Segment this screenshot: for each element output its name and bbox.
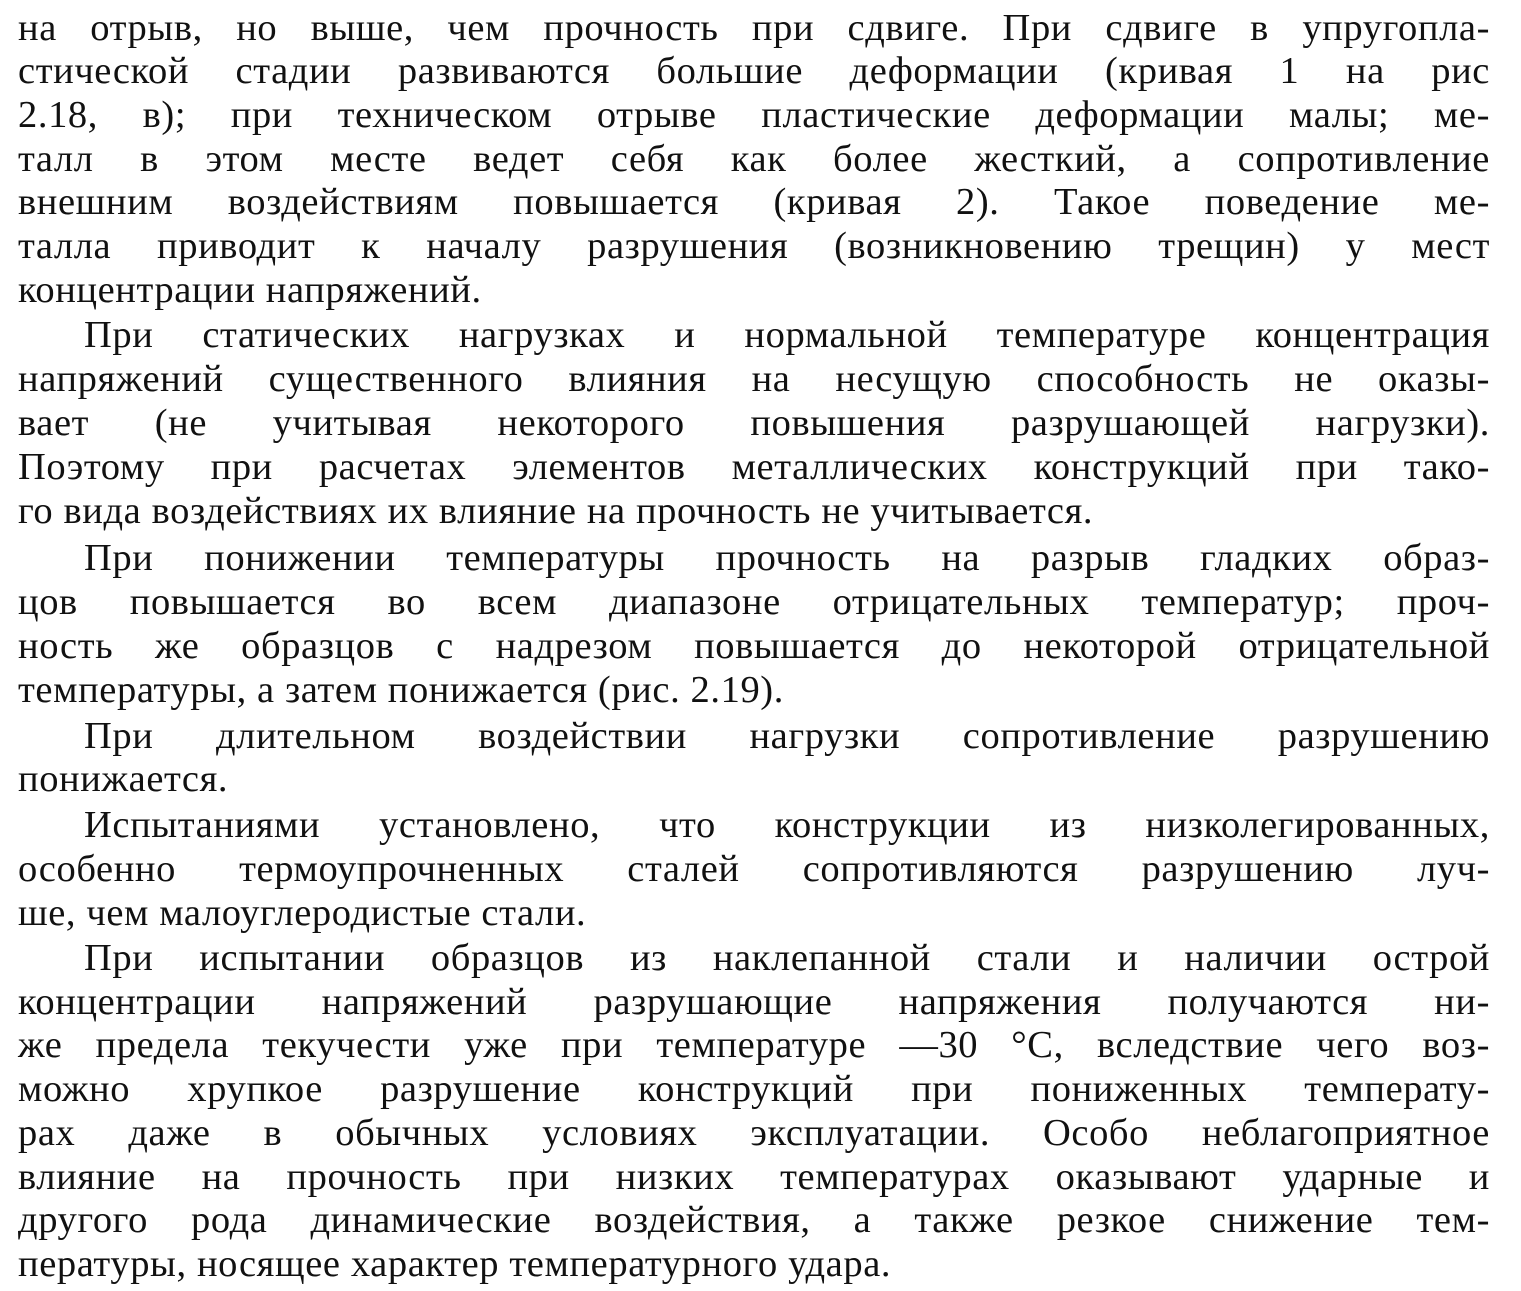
text-line: ность же образцов с надрезом повышается до некоторой отрицательной — [18, 625, 1490, 667]
text-line: пературы, носящее характер температурного удара. — [18, 1243, 892, 1285]
text-line: талл в этом месте ведет себя как более жесткий, а сопротивление — [18, 138, 1490, 180]
text-line: понижается. — [18, 758, 229, 800]
text-line: концентрации напряжений. — [18, 269, 482, 311]
text-line: При статических нагрузках и нормальной температуре концентрация — [84, 314, 1490, 356]
text-line: талла приводит к началу разрушения (возникновению трещин) у мест — [18, 225, 1490, 267]
text-line: внешним воздействиям повышается (кривая 2). Такое поведение ме- — [18, 181, 1490, 223]
text-line: вает (не учитывая некоторого повышения разрушающей нагрузки). — [18, 402, 1490, 444]
text-line: ше, чем малоуглеродистые стали. — [18, 892, 587, 934]
text-line: напряжений существенного влияния на несущую способность не оказы- — [18, 358, 1490, 400]
text-line: Испытаниями установлено, что конструкции из низколегированных, — [84, 804, 1490, 846]
text-line: При понижении температуры прочность на разрыв гладких образ- — [84, 537, 1490, 579]
text-line: на отрыв, но выше, чем прочность при сдвиге. При сдвиге в упругопла- — [18, 7, 1490, 49]
text-line: температуры, а затем понижается (рис. 2.19). — [18, 669, 784, 711]
text-line: особенно термоупрочненных сталей сопротивляются разрушению луч- — [18, 848, 1490, 890]
text-line: влияние на прочность при низких температурах оказывают ударные и — [18, 1156, 1490, 1198]
text-line: 2.18, в); при техническом отрыве пластические деформации малы; ме- — [18, 94, 1490, 136]
text-line: концентрации напряжений разрушающие напряжения получаются ни- — [18, 981, 1490, 1023]
text-line: цов повышается во всем диапазоне отрицательных температур; проч- — [18, 581, 1490, 623]
text-line: При испытании образцов из наклепанной стали и наличии острой — [84, 937, 1490, 979]
text-line: го вида воздействиях их влияние на прочность не учитывается. — [18, 490, 1094, 532]
text-line: Поэтому при расчетах элементов металлических конструкций при тако- — [18, 446, 1490, 488]
text-line: же предела текучести уже при температуре —30 °С, вследствие чего воз- — [18, 1024, 1490, 1066]
text-line: При длительном воздействии нагрузки сопротивление разрушению — [84, 715, 1490, 757]
text-line: рах даже в обычных условиях эксплуатации. Особо неблагоприятное — [18, 1112, 1490, 1154]
text-line: стической стадии развиваются большие деформации (кривая 1 на рис — [18, 50, 1490, 92]
text-line: другого рода динамические воздействия, а также резкое снижение тем- — [18, 1199, 1490, 1241]
text-line: можно хрупкое разрушение конструкций при пониженных температу- — [18, 1068, 1490, 1110]
